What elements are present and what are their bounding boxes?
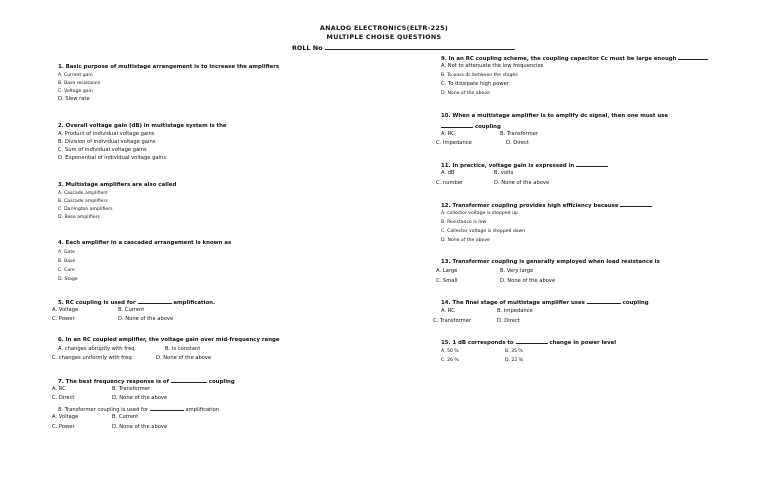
q5-text-end: amplification.	[173, 300, 216, 306]
q11-option-c: C. number	[436, 180, 464, 186]
roll-number-row	[292, 43, 515, 52]
q3-option-d: D. Base amplifiers	[58, 215, 100, 220]
question-1: 1. Basic purpose of multistage arrangement is to increase the amplifiers	[58, 64, 280, 70]
question-2: 2. Overall voltage gain (dB) in multistage system is the	[58, 123, 227, 129]
q3-option-c: C. Darlington amplifiers	[58, 207, 113, 212]
q14-text-end: coupling	[622, 300, 649, 306]
q11-option-d: D. None of the above	[494, 180, 550, 186]
q5-option-d: D. None of the above	[118, 316, 174, 322]
q10-option-b: B. Transformer	[500, 131, 538, 137]
roll-blank-line	[325, 43, 515, 50]
q9-blank-line	[678, 54, 708, 60]
q3-option-b: B. Cascade amplifiers	[58, 199, 108, 204]
question-13: 13. Transformer coupling is generally employed when load resistance is	[441, 259, 660, 265]
q10-option-a: A. RC	[441, 131, 455, 137]
question-8	[58, 405, 221, 414]
question-14	[441, 298, 649, 307]
question-3: 3. Multistage amplifiers are also called	[58, 182, 177, 188]
q11-option-b: B. volts	[494, 170, 514, 176]
q7-text-end: coupling	[208, 379, 235, 385]
q1-option-b: B. Base resistance	[58, 81, 101, 86]
q12-blank-line	[620, 201, 652, 207]
q6-option-d: D. None of the above	[156, 355, 212, 361]
q1-option-a: A. Current gain	[58, 73, 93, 78]
q5-option-b: B. Current	[118, 307, 145, 313]
q1-option-c: C. Voltage gain	[58, 89, 93, 94]
q8-text: 8. Transformer coupling is used for	[58, 407, 149, 413]
roll-label: ROLL No	[292, 44, 323, 52]
q12-text: 12. Transformer coupling provides high efficiency because	[441, 203, 619, 209]
q9-option-d: D. None of the above	[441, 91, 490, 96]
q10-line-2	[441, 122, 501, 131]
q6-option-b: B. Is constant	[165, 346, 201, 352]
q4-option-a: A. Gate	[58, 250, 75, 255]
q12-option-b: B. Resistance is low	[441, 220, 487, 225]
q7-blank-line	[171, 377, 207, 383]
q11-text: 11. In practice, voltage gain is expressed in	[441, 163, 575, 169]
q9-option-c: C. To dissipate high power	[441, 81, 509, 87]
q5-option-c: C. Power	[52, 316, 75, 322]
q2-option-b: B. Division of individual voltage gains	[58, 139, 156, 145]
q15-option-d: D. 22 %	[505, 358, 524, 363]
q8-option-b: B. Current	[112, 414, 139, 420]
question-12	[441, 201, 652, 210]
q12-option-c: C. Collector voltage is stepped down	[441, 229, 526, 234]
q2-option-c: C. Sum of individual voltage gains	[58, 147, 147, 153]
q12-option-d: D. None of the above	[441, 238, 490, 243]
q7-text: 7. The best frequency response is of	[58, 379, 169, 385]
q8-text-end: amplification.	[185, 407, 221, 413]
q4-option-d: D. Stage	[58, 277, 78, 282]
q12-option-a: A. collector voltage is stepped up	[441, 211, 518, 216]
q7-option-b: B. Transformer	[112, 386, 150, 392]
q6-option-c: C. changes uniformly with freq.	[52, 355, 134, 361]
q15-blank-line	[516, 338, 548, 344]
question-11	[441, 161, 608, 170]
q15-option-a: A. 50 %	[441, 349, 459, 354]
exam-title: ANALOG ELECTRONICS(ELTR-225)	[319, 24, 449, 32]
q9-option-a: A. Not to attenuate the low frequencies	[441, 63, 544, 69]
q7-option-c: C. Direct	[52, 395, 75, 401]
q8-option-c: C. Power	[52, 424, 75, 430]
q5-blank-line	[138, 298, 172, 304]
q14-option-c: C. Transformer	[433, 318, 472, 324]
q15-text: 15. 1 dB corresponds to	[441, 340, 514, 346]
q8-option-a: A. Voltage	[52, 414, 79, 420]
question-6: 6. In an RC coupled amplifier, the voltage gain over mid-frequency range	[58, 337, 280, 343]
question-4: 4. Each amplifier in a cascaded arrangement is known as	[58, 240, 232, 246]
q14-option-b: B. Impedance	[497, 308, 533, 314]
question-5	[58, 298, 215, 307]
q15-text-end: change in power level	[549, 340, 617, 346]
q5-text: 5. RC coupling is used for	[58, 300, 136, 306]
q6-option-a: A. changes abruptly with freq.	[58, 346, 137, 352]
q13-option-a: A. Large	[436, 268, 458, 274]
q7-option-d: D. None of the above	[112, 395, 168, 401]
q8-option-d: D. None of the above	[112, 424, 168, 430]
q14-text: 14. The final stage of multistage amplifier uses	[441, 300, 585, 306]
q14-option-d: D. Direct	[497, 318, 520, 324]
q13-option-d: D. None of the above	[500, 278, 556, 284]
q15-option-b: B. 35 %	[505, 349, 523, 354]
question-7	[58, 377, 235, 386]
exam-subtitle: MULTIPLE CHOISE QUESTIONS	[326, 33, 442, 41]
q14-option-a: A. RC	[441, 308, 455, 314]
q10-text-2: coupling	[474, 124, 501, 130]
q15-option-c: C. 26 %	[441, 358, 459, 363]
q11-option-a: A. dB	[441, 170, 455, 176]
q10-option-c: C. Impedance	[436, 140, 472, 146]
q10-blank-line	[441, 122, 473, 128]
question-9	[441, 54, 708, 63]
q9-option-b: B. To pass dc between the stages	[441, 73, 518, 78]
q9-text: 9. In an RC coupling scheme, the coupling capacitor Cc must be large enough	[441, 56, 677, 62]
q2-option-d: D. Exponential of individual voltage gains	[58, 155, 167, 161]
q11-blank-line	[576, 161, 608, 167]
q1-option-d: D. Slew rate	[58, 96, 90, 102]
q7-option-a: A. RC	[52, 386, 66, 392]
q14-blank-line	[587, 298, 621, 304]
q3-option-a: A. Cascade amplifiers	[58, 191, 108, 196]
q8-blank-line	[150, 405, 184, 411]
q13-option-b: B. Very large	[500, 268, 534, 274]
q10-option-d: D. Direct	[506, 140, 529, 146]
q4-option-c: C. Core	[58, 268, 75, 273]
question-15	[441, 338, 616, 347]
q2-option-a: A. Product of individual voltage gains	[58, 131, 155, 137]
q5-option-a: A. Voltage	[52, 307, 79, 313]
q13-option-c: C. Small	[436, 278, 458, 284]
question-10: 10. When a multistage amplifier is to amplify dc signal, then one must use	[441, 113, 669, 119]
q4-option-b: B. Base	[58, 259, 76, 264]
